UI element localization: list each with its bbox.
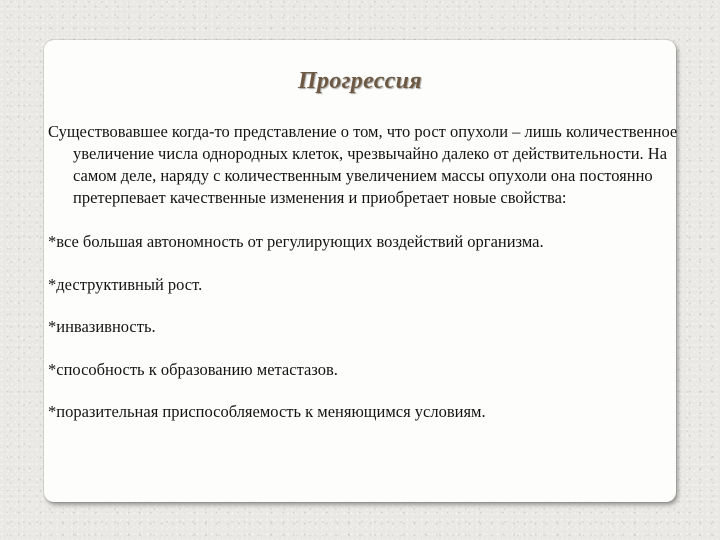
list-item: *деструктивный рост. (48, 274, 203, 294)
property-list (48, 231, 680, 423)
slide-body (48, 121, 680, 423)
list-item: *все большая автономность от регулирующих воздействий организма. (48, 232, 544, 251)
intro-paragraph: Существовавшее когда-то представление о том, что рост опухоли – лишь количественное увеличение числа однородных клеток, чрезвычайно далеко от действительности. На самом деле, наряду с количественным увеличением массы опухоли она постоянно претерпевает качественные изменения и приобретает новые свойства: (48, 122, 678, 207)
list-item: *поразительная приспособляемость к меняющимся условиям. (48, 402, 486, 421)
slide-title: Прогрессия (298, 68, 422, 94)
list-item: *способность к образованию метастазов. (48, 359, 338, 379)
list-item: *инвазивность. (48, 317, 156, 336)
